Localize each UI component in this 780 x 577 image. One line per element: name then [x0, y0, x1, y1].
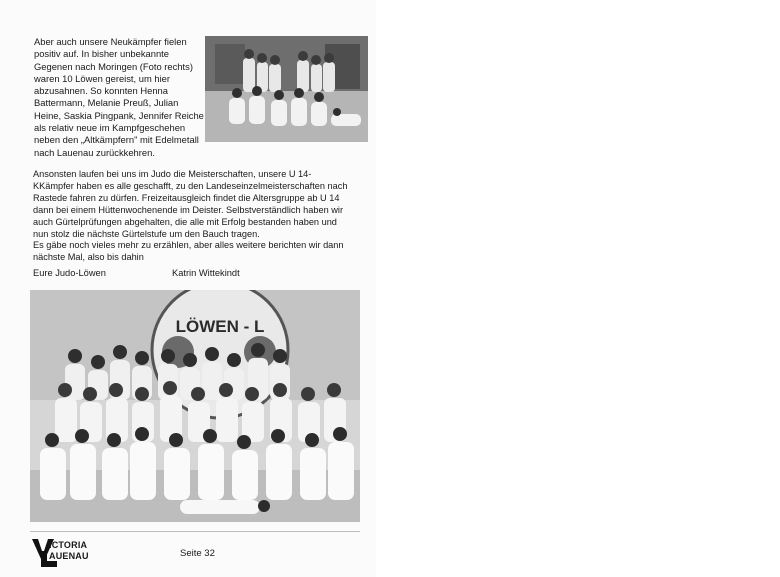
- banner-text: LÖWEN - L: [175, 317, 265, 336]
- signoff-author: Katrin Wittekindt: [172, 268, 240, 278]
- text-line: Aber auch unsere Neukämpfer fielen: [34, 36, 187, 47]
- text-line: Ansonsten laufen bei uns im Judo die Meisterschaften, unsere U 14-: [33, 169, 312, 179]
- text-line: waren 10 Löwen gereist, um hier: [34, 72, 171, 84]
- logo-text-line1: ICTORIA: [49, 540, 88, 550]
- text-line: Battermann, Melanie Preuß, Julian: [34, 97, 179, 109]
- text-line: neben den „Altkämpfern" mit Edelmetall: [34, 134, 199, 146]
- logo-text-line2: AUENAU: [49, 551, 89, 561]
- text-line: Gegenen nach Moringen (Foto rechts): [34, 60, 193, 72]
- text-line: KKämpfer haben es alle geschafft, zu den Landeseinzelmeisterschaften nach: [33, 180, 348, 191]
- text-line: Heine, Saskia Pingpank, Jennifer Reiche: [34, 109, 204, 121]
- text-line: positiv auf. In bisher unbekannte: [34, 48, 169, 60]
- text-line: nun stolz die nächste Gürtelstufe um den Bauch tragen.: [33, 228, 260, 239]
- text-line: abzusahnen. So konnten Henna: [34, 85, 168, 97]
- text-line: nach Lauenau zurückkehren.: [34, 146, 155, 158]
- text-line: auch Gürtelprüfungen abgehalten, die alle mit Erfolg bestanden haben und: [33, 216, 337, 227]
- article-paragraph-2: [33, 169, 371, 264]
- text-line: Rastede fahren zu dürfen. Freizeitausgleich findet die Altersgruppe ab U 14: [33, 192, 340, 203]
- group-photo-large: [30, 290, 360, 522]
- footer-divider: [30, 531, 360, 532]
- club-logo: [32, 537, 112, 567]
- article-paragraph-1: [34, 36, 204, 159]
- text-line: dann bei einem Hüttenwochenende im Deister. Selbstverständlich haben wir: [33, 204, 344, 215]
- text-line: als relativ neue im Kampfgeschehen: [34, 122, 186, 134]
- signoff-group: Eure Judo-Löwen: [33, 268, 106, 278]
- page-number: Seite 32: [180, 548, 215, 559]
- group-photo-small: [205, 36, 368, 142]
- text-line: nächste Mal, also bis dahin: [33, 252, 144, 263]
- text-line: Es gäbe noch vieles mehr zu erzählen, aber alles weitere berichten wir dann: [33, 240, 344, 251]
- document-page: [0, 0, 376, 577]
